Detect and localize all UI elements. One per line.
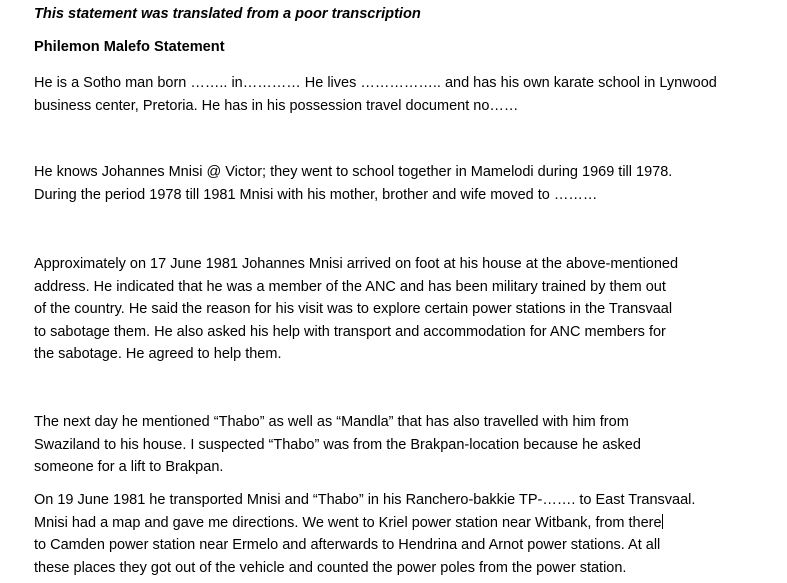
paragraph-acquaintance xyxy=(34,161,672,206)
paragraph-line: During the period 1978 till 1981 Mnisi with his mother, brother and wife moved to ……… xyxy=(34,186,598,203)
paragraph-arrival xyxy=(34,253,678,366)
paragraph-line: He is a Sotho man born …….. in………… He lives …………….. and has his own karate school in Lynwood xyxy=(34,75,717,91)
paragraph-line[interactable] xyxy=(34,512,695,535)
paragraph-journey xyxy=(34,489,695,579)
text-cursor xyxy=(662,514,663,529)
paragraph-line: to Camden power station near Ermelo and afterwards to Hendrina and Arnot power stations. At all xyxy=(34,537,661,553)
paragraph-line: someone for a lift to Brakpan. xyxy=(34,459,224,475)
paragraph-line: these places they got out of the vehicle and counted the power poles from the power station. xyxy=(34,559,627,576)
paragraph-line: to sabotage them. He also asked his help with transport and accommodation for ANC members for xyxy=(34,323,666,340)
paragraph-line: The next day he mentioned “Thabo” as well as “Mandla” that has also travelled with him from xyxy=(34,414,629,430)
paragraph-line: of the country. He said the reason for his visit was to explore certain power stations in the Transvaal xyxy=(34,301,673,317)
paragraph-line: On 19 June 1981 he transported Mnisi and “Thabo” in his Ranchero-bakkie TP-……. to East Transvaal. xyxy=(34,492,696,508)
statement-title: Philemon Malefo Statement xyxy=(34,39,225,55)
paragraph-line: address. He indicated that he was a member of the ANC and has been military trained by them out xyxy=(34,278,666,295)
translation-note: This statement was translated from a poor transcription xyxy=(34,6,421,22)
paragraph-line: Swaziland to his house. I suspected “Thabo” was from the Brakpan-location because he asked xyxy=(34,436,641,453)
paragraph-line: business center, Pretoria. He has in his possession travel document no…… xyxy=(34,97,519,114)
paragraph-identity xyxy=(34,72,717,117)
paragraph-line: Approximately on 17 June 1981 Johannes Mnisi arrived on foot at his house at the above-mentioned xyxy=(34,256,679,272)
paragraph-line: He knows Johannes Mnisi @ Victor; they went to school together in Mamelodi during 1969 till 1978. xyxy=(34,164,673,180)
paragraph-line: the sabotage. He agreed to help them. xyxy=(34,346,282,362)
paragraph-line-text: Mnisi had a map and gave me directions. We went to Kriel power station near Witbank, from there xyxy=(34,514,662,531)
paragraph-next-day xyxy=(34,411,641,479)
